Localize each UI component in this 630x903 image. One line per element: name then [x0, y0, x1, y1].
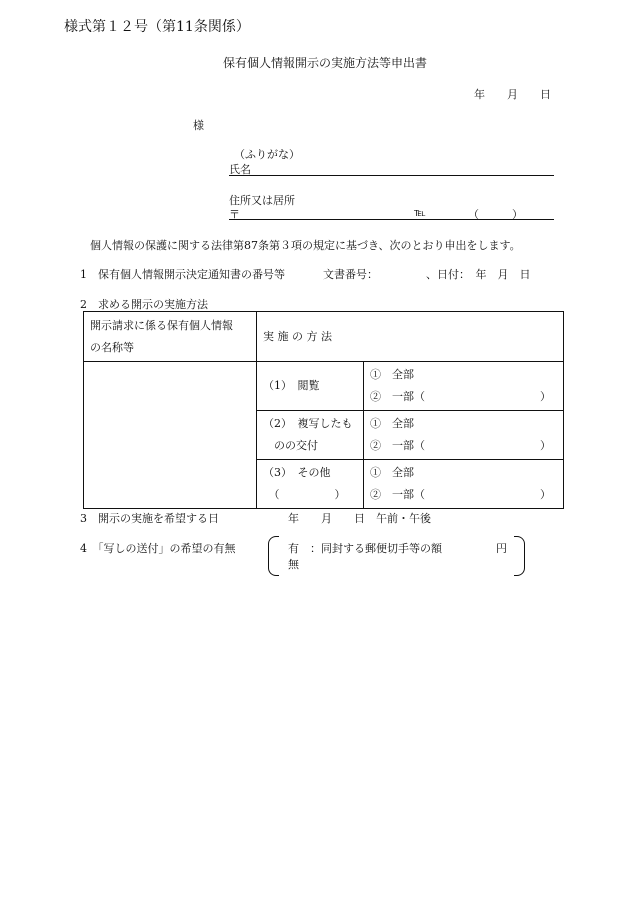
address-underline [229, 219, 554, 220]
method-3-line1: （3） その他 [263, 466, 331, 479]
item4-no[interactable]: 無 [288, 558, 299, 571]
method-cell-1 [257, 362, 364, 411]
item4-yes[interactable]: 有 ：同封する郵便切手等の額 [288, 542, 442, 555]
method-2-line1: （2） 複写したも [263, 417, 353, 430]
header-right: 実 施 の 方 法 [263, 329, 332, 343]
form-number: 様式第１２号（第11条関係） [64, 19, 250, 35]
method-cell-2 [257, 411, 364, 460]
option-part-3-label: ② 一部（ [370, 488, 425, 501]
header-info-name [84, 312, 257, 362]
name-underline [229, 175, 554, 176]
item1-doc-no: 文書番号： [323, 268, 378, 281]
method-1: （1） 閲覧 [263, 379, 320, 392]
header-method [257, 312, 564, 362]
left-bracket [268, 536, 279, 576]
tel-label: ℡ [414, 206, 426, 219]
furigana-label: （ふりがな） [234, 148, 300, 161]
method-table [83, 311, 564, 509]
address-label: 住所又は居所 [229, 194, 295, 207]
method-3-line2[interactable]: （ ） [263, 488, 346, 501]
date-line: 年 月 日 [474, 88, 551, 101]
postal-mark: 〒 [229, 208, 240, 221]
right-bracket [514, 536, 525, 576]
item1-label: 1 保有個人情報開示決定通知書の番号等 [80, 268, 285, 281]
intro-text: 個人情報の保護に関する法律第87条第３項の規定に基づき、次のとおり申出をします。 [90, 239, 521, 252]
item4-yen: 円 [496, 542, 507, 555]
info-name-cell[interactable] [84, 362, 257, 509]
header-left-line2: の名称等 [90, 340, 134, 354]
item3-label: 3 開示の実施を希望する日 [80, 512, 219, 525]
option-part-1-label: ② 一部（ [370, 390, 425, 403]
item1-date: 、日付： 年 月 日 [426, 268, 531, 281]
item4-label: 4 「写しの送付」の希望の有無 [80, 542, 236, 555]
option-cell-1 [364, 362, 564, 411]
option-cell-3 [364, 460, 564, 509]
option-cell-2 [364, 411, 564, 460]
option-part-2-close: ） [540, 439, 551, 452]
item3-date[interactable]: 年 月 日 午前・午後 [288, 512, 431, 525]
name-label: 氏名 [229, 163, 251, 176]
form-title: 保有個人情報開示の実施方法等申出書 [223, 56, 428, 70]
option-all-2[interactable]: ① 全部 [370, 417, 414, 430]
option-part-1[interactable] [364, 386, 563, 408]
method-2-line2: のの交付 [263, 439, 318, 452]
addressee-suffix: 様 [193, 119, 204, 132]
option-part-2-label: ② 一部（ [370, 439, 425, 452]
option-all-1[interactable]: ① 全部 [370, 368, 414, 381]
method-cell-3 [257, 460, 364, 509]
header-left-line1: 開示請求に係る保有個人情報 [90, 318, 233, 332]
option-part-2[interactable] [364, 435, 563, 457]
option-part-3-close: ） [540, 488, 551, 501]
option-all-3[interactable]: ① 全部 [370, 466, 414, 479]
item2-label: 2 求める開示の実施方法 [80, 298, 208, 311]
option-part-3[interactable] [364, 484, 563, 506]
tel-paren: （ ） [468, 208, 523, 221]
option-part-1-close: ） [540, 390, 551, 403]
